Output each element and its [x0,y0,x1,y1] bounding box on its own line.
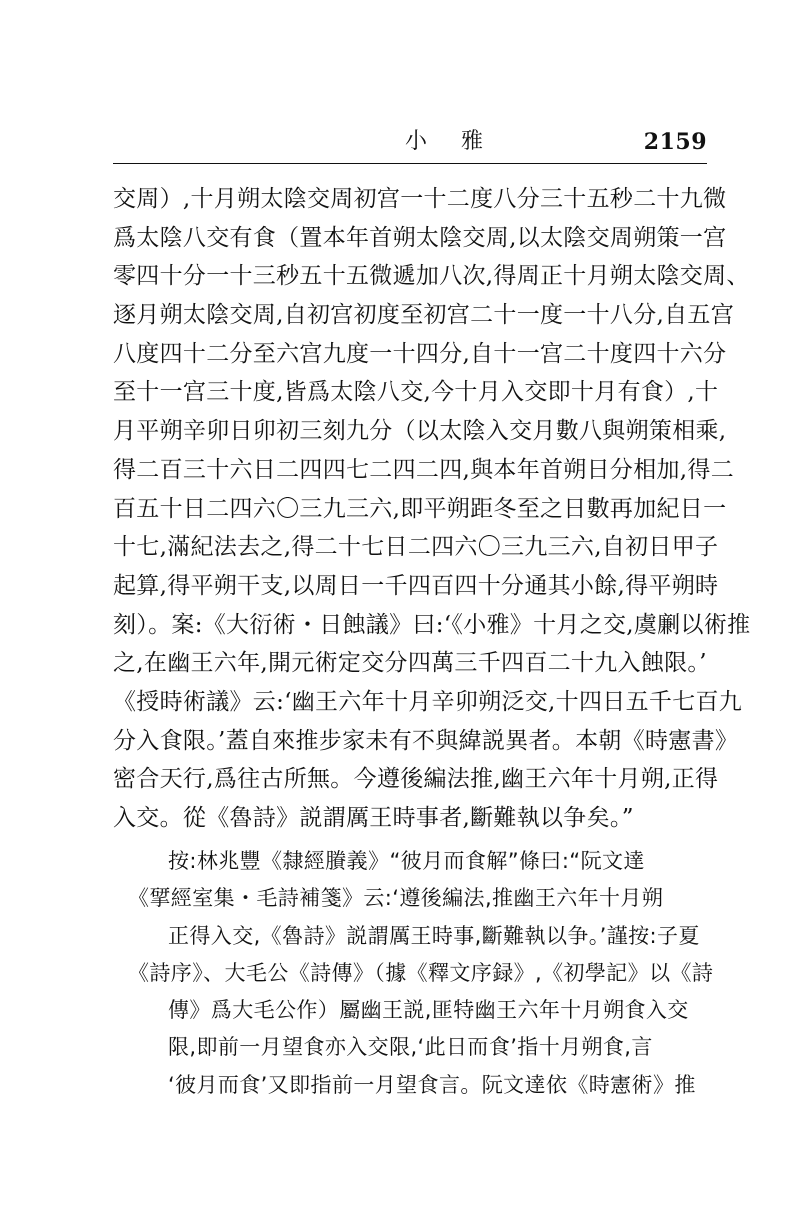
page-number: 2159 [643,129,707,155]
annotation-line: 按:林兆豐《隸經賸義》“彼月而食解”條曰:“阮文達 [168,849,645,873]
text-line: 十七,滿紀法去之,得二十七日二四六〇三九三六,自初日甲子 [113,534,719,561]
text-line: 《授時術議》云:‘幽王六年十月辛卯朔泛交,十四日五千七百九 [113,688,743,715]
annotation-block [128,843,713,1104]
annotation-line: 限,即前一月望食亦入交限,‘此日而食’指十月朔食,言 [168,1035,653,1060]
text-line: 刻）。案:《大衍術・日蝕議》曰:‘《小雅》十月之交,虞劆以術推 [113,611,751,638]
annotation-line: 正得入交,《魯詩》説謂厲王時事,斷難執以争。’謹按:子夏 [168,923,700,948]
text-line: 百五十日二四六〇三九三六,即平朔距冬至之日數再加紀日一 [113,495,727,522]
text-line: 交周）,十月朔太陰交周初宫一十二度八分三十五秒二十九微 [113,186,727,212]
text-line: 至十一宫三十度,皆爲太陰八交,今十月入交即十月有食）,十 [113,379,719,406]
section-title: 小雅 [404,129,517,154]
annotation-line: 《詩序》、大毛公《詩傳》（據《釋文序録》,《初學記》以《詩 [128,960,714,985]
text-line: 密合天行,爲往古所無。今遵後編法推,幽王六年十月朔,正得 [113,766,719,793]
text-line: 逐月朔太陰交周,自初宫初度至初宫二十一度一十八分,自五宫 [113,302,735,329]
text-line: 得二百三十六日二四四七二四二四,與本年首朔日分相加,得二 [113,456,735,483]
header-rule [113,163,707,164]
text-line: 零四十分一十三秒五十五微遞加八次,得周正十月朔太陰交周、 [113,263,750,290]
text-line: 八度四十二分至六宫九度一十四分,自十一宫二十度四十六分 [113,340,727,367]
running-header [113,120,707,164]
annotation-line: ‘彼月而食’又即指前一月望食言。阮文達依《時憲術》推 [168,1072,696,1097]
text-line: 入交。從《魯詩》説謂厲王時事者,斷難執以争矣。” [113,805,634,831]
text-line: 分入食限。’蓋自來推步家未有不與緯説異者。本朝《時憲書》 [113,727,739,754]
text-line: 起算,得平朔干支,以周日一千四百四十分通其小餘,得平朔時 [113,572,719,599]
annotation-line: 《揅經室集・毛詩補箋》云:‘遵後編法,推幽王六年十月朔 [128,886,664,911]
text-line: 月平朔辛卯日卯初三刻九分（以太陰入交月數八與朔策相乘, [113,418,727,445]
main-text-block [113,180,751,838]
text-line: 之,在幽王六年,開元術定交分四萬三千四百二十九入蝕限。’ [113,650,707,677]
annotation-line: 傳》爲大毛公作）屬幽王説,匪特幽王六年十月朔食入交 [168,998,689,1023]
text-line: 爲太陰八交有食（置本年首朔太陰交周,以太陰交周朔策一宫 [113,224,727,251]
